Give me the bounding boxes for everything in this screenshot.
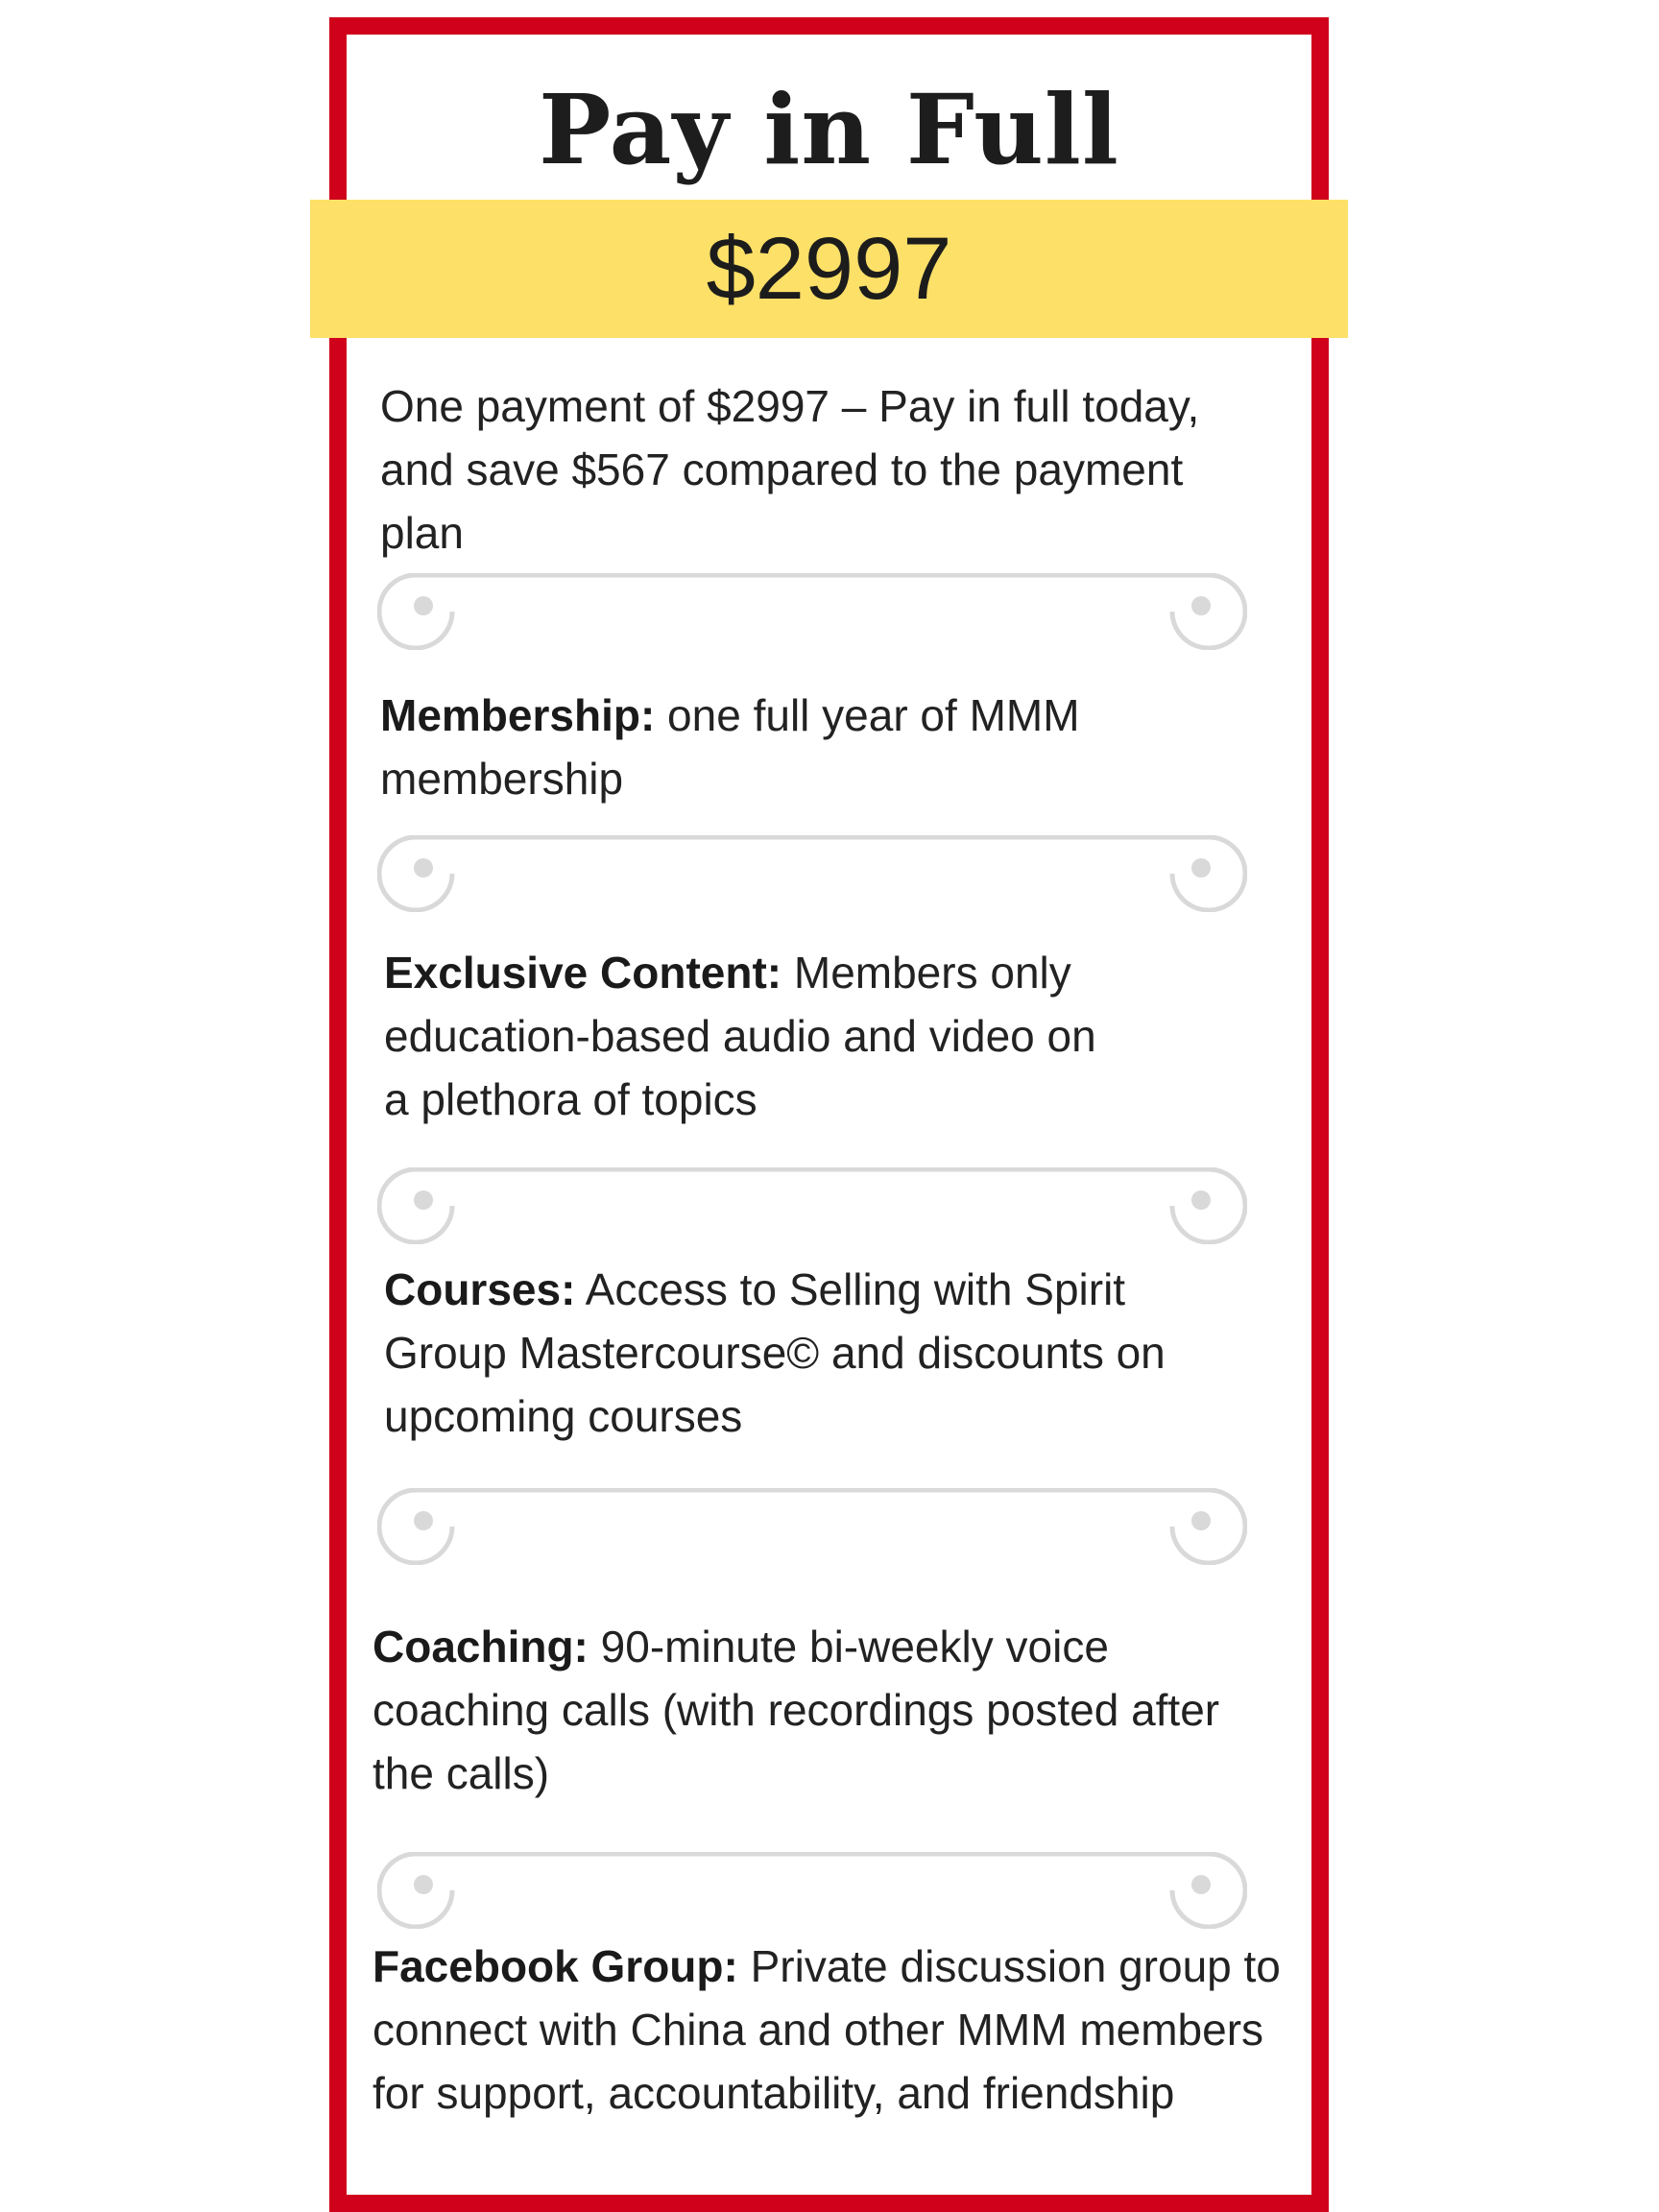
- feature-facebook-group: [373, 1935, 1285, 2125]
- plan-title: Pay in Full: [539, 73, 1119, 186]
- feature-text: Access to Selling with Spirit Group Mastercourse© and discounts on upcoming courses: [384, 1264, 1166, 1441]
- feature-exclusive-content: [384, 941, 1133, 1131]
- feature-coaching: [373, 1615, 1275, 1805]
- feature-label: Courses:: [384, 1264, 576, 1314]
- scroll-divider: [377, 835, 1247, 912]
- scroll-divider: [377, 1167, 1247, 1244]
- feature-membership: [380, 684, 1244, 810]
- price-banner: [310, 200, 1348, 338]
- feature-label: Facebook Group:: [373, 1941, 738, 1991]
- scroll-divider: [377, 573, 1247, 650]
- feature-text: Members only education-based audio and video on a plethora of topics: [384, 948, 1096, 1124]
- feature-courses: [384, 1258, 1229, 1448]
- feature-text: one full year of MMM membership: [380, 690, 1080, 804]
- feature-text: Private discussion group to connect with China and other MMM members for support, accountability, and friendship: [373, 1941, 1281, 2118]
- feature-text: 90-minute bi-weekly voice coaching calls (with recordings posted after the calls): [373, 1622, 1220, 1798]
- feature-label: Membership:: [380, 690, 656, 740]
- scroll-divider: [377, 1852, 1247, 1929]
- feature-label: Exclusive Content:: [384, 948, 782, 998]
- scroll-divider: [377, 1488, 1247, 1565]
- feature-label: Coaching:: [373, 1622, 589, 1671]
- price-value: $2997: [706, 220, 952, 318]
- plan-summary: One payment of $2997 – Pay in full today, and save $567 compared to the payment plan: [380, 381, 1200, 558]
